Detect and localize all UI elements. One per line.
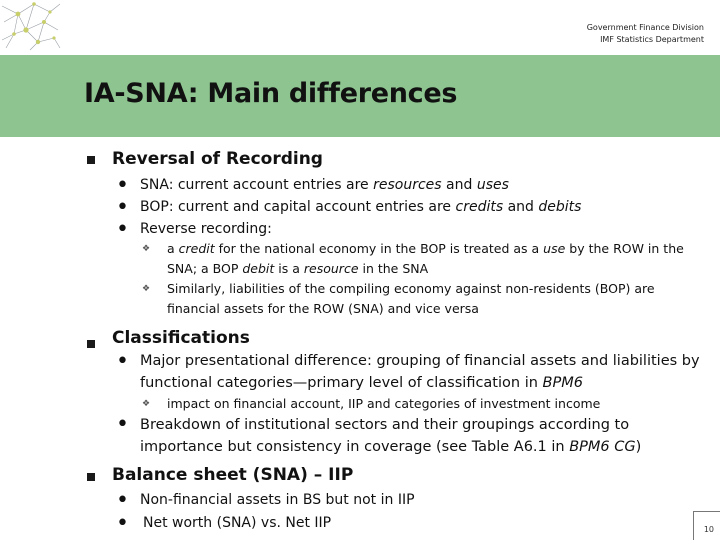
header-division: Government Finance Division — [586, 23, 704, 32]
diamond-bullet-icon: ❖ — [142, 244, 151, 254]
bullet-dot: • — [116, 173, 129, 198]
header-info — [587, 22, 704, 46]
header-department: IMF Statistics Department — [600, 35, 704, 44]
diamond-bullet-icon: ❖ — [142, 284, 151, 294]
recording-subitem-credit: a credit for the national economy in the BOP is treated as a use by the ROW in the SNA; a BOP debit is a resource in the SNA — [167, 241, 684, 276]
section-heading-recording: Reversal of Recording — [112, 149, 323, 169]
balance-item-networth: Net worth (SNA) vs. Net IIP — [143, 515, 332, 531]
recording-item-sna: SNA: current account entries are resources and uses — [140, 177, 509, 193]
classifications-item-presentational: Major presentational difference: grouping of financial assets and liabilities by functional categories—primary level of classification in BPM6 — [140, 353, 700, 391]
bullet-dot: • — [116, 412, 129, 437]
classifications-subitem-impact: impact on financial account, IIP and categories of investment income — [167, 396, 601, 411]
bullet-dot: • — [116, 217, 129, 242]
section-bullet — [87, 156, 95, 164]
balance-item-nonfinancial: Non-financial assets in BS but not in IIP — [140, 492, 415, 508]
slide-title: IA-SNA: Main differences — [84, 78, 458, 109]
section-heading-classifications: Classifications — [112, 328, 250, 348]
bullet-dot: • — [116, 488, 129, 513]
bullet-dot: • — [116, 195, 129, 220]
recording-item-reverse: Reverse recording: — [140, 221, 272, 237]
section-bullet — [87, 473, 95, 481]
recording-item-bop: BOP: current and capital account entries are credits and debits — [140, 199, 582, 215]
bullet-dot: • — [116, 349, 129, 374]
classifications-item-sectors: Breakdown of institutional sectors and their groupings according to importance but consistency in coverage (see Table A6.1 in BPM6 CG) — [140, 417, 642, 455]
section-heading-balance: Balance sheet (SNA) – IIP — [112, 465, 354, 485]
network-logo — [0, 0, 62, 52]
diamond-bullet-icon: ❖ — [142, 399, 151, 409]
recording-subitem-liabilities: Similarly, liabilities of the compiling economy against non-residents (BOP) are financial assets for the ROW (SNA) and vice versa — [167, 281, 655, 316]
section-bullet — [87, 340, 95, 348]
bullet-dot: • — [116, 511, 129, 536]
page-number: 10 — [703, 525, 714, 534]
